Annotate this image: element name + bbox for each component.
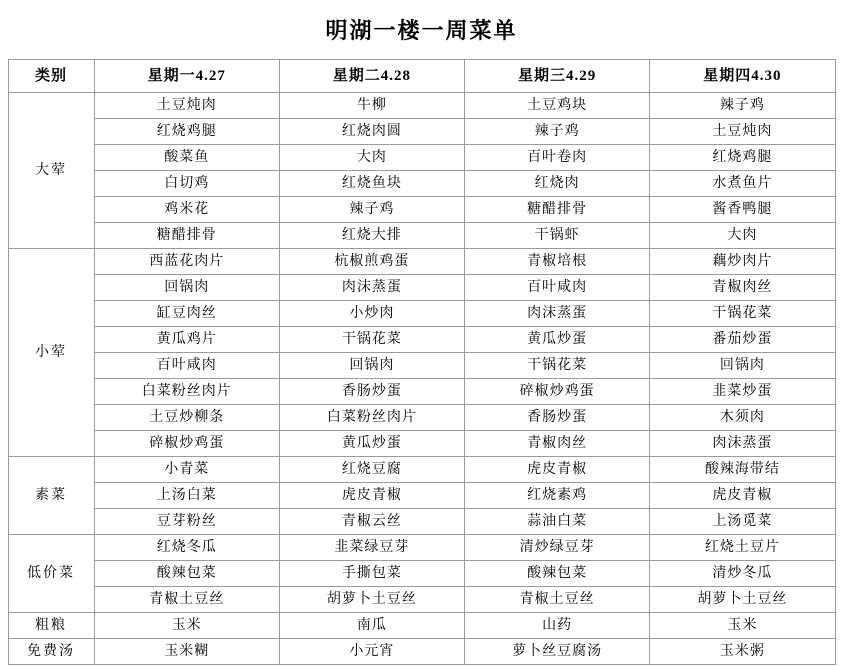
dish-cell: 白菜粉丝肉片 — [94, 379, 279, 405]
dish-cell: 杭椒煎鸡蛋 — [279, 249, 464, 275]
dish-cell: 糖醋排骨 — [94, 223, 279, 249]
column-header-monday: 星期一4.27 — [94, 60, 279, 93]
dish-cell: 肉沫蒸蛋 — [650, 431, 835, 457]
column-header-category: 类别 — [8, 60, 94, 93]
dish-cell: 韭菜绿豆芽 — [279, 535, 464, 561]
dish-cell: 小元宵 — [279, 639, 464, 665]
dish-cell: 红烧肉圆 — [279, 119, 464, 145]
dish-cell: 水煮鱼片 — [650, 171, 835, 197]
dish-cell: 肉沫蒸蛋 — [465, 301, 650, 327]
dish-cell: 西蓝花肉片 — [94, 249, 279, 275]
dish-cell: 白切鸡 — [94, 171, 279, 197]
dish-cell: 黄瓜鸡片 — [94, 327, 279, 353]
dish-cell: 香肠炒蛋 — [279, 379, 464, 405]
dish-cell: 百叶咸肉 — [94, 353, 279, 379]
table-row — [8, 197, 835, 223]
table-row — [8, 561, 835, 587]
dish-cell: 玉米 — [650, 613, 835, 639]
dish-cell: 玉米糊 — [94, 639, 279, 665]
table-row — [8, 353, 835, 379]
dish-cell: 土豆炒柳条 — [94, 405, 279, 431]
dish-cell: 回锅肉 — [94, 275, 279, 301]
dish-cell: 清炒冬瓜 — [650, 561, 835, 587]
dish-cell: 酸菜鱼 — [94, 145, 279, 171]
table-row — [8, 535, 835, 561]
dish-cell: 手撕包菜 — [279, 561, 464, 587]
dish-cell: 红烧冬瓜 — [94, 535, 279, 561]
dish-cell: 青椒土豆丝 — [465, 587, 650, 613]
dish-cell: 辣子鸡 — [465, 119, 650, 145]
table-row — [8, 639, 835, 665]
dish-cell: 青椒肉丝 — [650, 275, 835, 301]
table-row — [8, 431, 835, 457]
dish-cell: 酸辣包菜 — [465, 561, 650, 587]
dish-cell: 青椒云丝 — [279, 509, 464, 535]
dish-cell: 红烧素鸡 — [465, 483, 650, 509]
dish-cell: 木须肉 — [650, 405, 835, 431]
table-row — [8, 509, 835, 535]
table-row — [8, 93, 835, 119]
dish-cell: 玉米 — [94, 613, 279, 639]
dish-cell: 干锅花菜 — [650, 301, 835, 327]
table-row — [8, 587, 835, 613]
page-title: 明湖一楼一周菜单 — [325, 18, 518, 43]
dish-cell: 青椒培根 — [465, 249, 650, 275]
dish-cell: 蒜油白菜 — [465, 509, 650, 535]
dish-cell: 萝卜丝豆腐汤 — [465, 639, 650, 665]
dish-cell: 牛柳 — [279, 93, 464, 119]
table-row — [8, 327, 835, 353]
dish-cell: 回锅肉 — [279, 353, 464, 379]
dish-cell: 青椒肉丝 — [465, 431, 650, 457]
dish-cell: 上汤觅菜 — [650, 509, 835, 535]
table-row — [8, 145, 835, 171]
dish-cell: 白菜粉丝肉片 — [279, 405, 464, 431]
table-row — [8, 249, 835, 275]
dish-cell: 藕炒肉片 — [650, 249, 835, 275]
dish-cell: 上汤白菜 — [94, 483, 279, 509]
column-header-tuesday: 星期二4.28 — [279, 60, 464, 93]
column-header-wednesday: 星期三4.29 — [465, 60, 650, 93]
dish-cell: 清炒绿豆芽 — [465, 535, 650, 561]
table-row — [8, 405, 835, 431]
table-header-row — [8, 60, 835, 93]
dish-cell: 小炒肉 — [279, 301, 464, 327]
dish-cell: 韭菜炒蛋 — [650, 379, 835, 405]
table-row — [8, 379, 835, 405]
category-cell: 低价菜 — [8, 535, 94, 613]
category-cell: 小荤 — [8, 249, 94, 457]
dish-cell: 酱香鸭腿 — [650, 197, 835, 223]
table-header — [8, 60, 835, 93]
category-cell: 免费汤 — [8, 639, 94, 665]
dish-cell: 胡萝卜土豆丝 — [279, 587, 464, 613]
column-header-thursday: 星期四4.30 — [650, 60, 835, 93]
table-body — [8, 93, 835, 665]
dish-cell: 缸豆肉丝 — [94, 301, 279, 327]
dish-cell: 虎皮青椒 — [279, 483, 464, 509]
dish-cell: 土豆鸡块 — [465, 93, 650, 119]
dish-cell: 糖醋排骨 — [465, 197, 650, 223]
weekly-menu-table — [8, 59, 836, 665]
dish-cell: 红烧鱼块 — [279, 171, 464, 197]
dish-cell: 红烧肉 — [465, 171, 650, 197]
dish-cell: 鸡米花 — [94, 197, 279, 223]
table-row — [8, 275, 835, 301]
table-row — [8, 119, 835, 145]
dish-cell: 青椒土豆丝 — [94, 587, 279, 613]
dish-cell: 大肉 — [279, 145, 464, 171]
dish-cell: 香肠炒蛋 — [465, 405, 650, 431]
dish-cell: 干锅虾 — [465, 223, 650, 249]
dish-cell: 南瓜 — [279, 613, 464, 639]
category-cell: 大荤 — [8, 93, 94, 249]
dish-cell: 黄瓜炒蛋 — [279, 431, 464, 457]
table-row — [8, 301, 835, 327]
dish-cell: 碎椒炒鸡蛋 — [94, 431, 279, 457]
dish-cell: 黄瓜炒蛋 — [465, 327, 650, 353]
dish-cell: 番茄炒蛋 — [650, 327, 835, 353]
dish-cell: 小青菜 — [94, 457, 279, 483]
dish-cell: 山药 — [465, 613, 650, 639]
table-row — [8, 171, 835, 197]
dish-cell: 干锅花菜 — [279, 327, 464, 353]
dish-cell: 土豆炖肉 — [650, 119, 835, 145]
dish-cell: 干锅花菜 — [465, 353, 650, 379]
dish-cell: 虎皮青椒 — [650, 483, 835, 509]
dish-cell: 红烧鸡腿 — [650, 145, 835, 171]
dish-cell: 肉沫蒸蛋 — [279, 275, 464, 301]
dish-cell: 百叶咸肉 — [465, 275, 650, 301]
dish-cell: 红烧鸡腿 — [94, 119, 279, 145]
dish-cell: 辣子鸡 — [650, 93, 835, 119]
dish-cell: 土豆炖肉 — [94, 93, 279, 119]
category-cell: 素菜 — [8, 457, 94, 535]
category-cell: 粗粮 — [8, 613, 94, 639]
dish-cell: 碎椒炒鸡蛋 — [465, 379, 650, 405]
dish-cell: 酸辣海带结 — [650, 457, 835, 483]
dish-cell: 酸辣包菜 — [94, 561, 279, 587]
dish-cell: 红烧豆腐 — [279, 457, 464, 483]
table-row — [8, 457, 835, 483]
dish-cell: 百叶卷肉 — [465, 145, 650, 171]
dish-cell: 胡萝卜土豆丝 — [650, 587, 835, 613]
dish-cell: 红烧土豆片 — [650, 535, 835, 561]
dish-cell: 辣子鸡 — [279, 197, 464, 223]
dish-cell: 玉米粥 — [650, 639, 835, 665]
table-row — [8, 483, 835, 509]
table-row — [8, 613, 835, 639]
dish-cell: 豆芽粉丝 — [94, 509, 279, 535]
dish-cell: 回锅肉 — [650, 353, 835, 379]
dish-cell: 大肉 — [650, 223, 835, 249]
dish-cell: 红烧大排 — [279, 223, 464, 249]
dish-cell: 虎皮青椒 — [465, 457, 650, 483]
table-row — [8, 223, 835, 249]
